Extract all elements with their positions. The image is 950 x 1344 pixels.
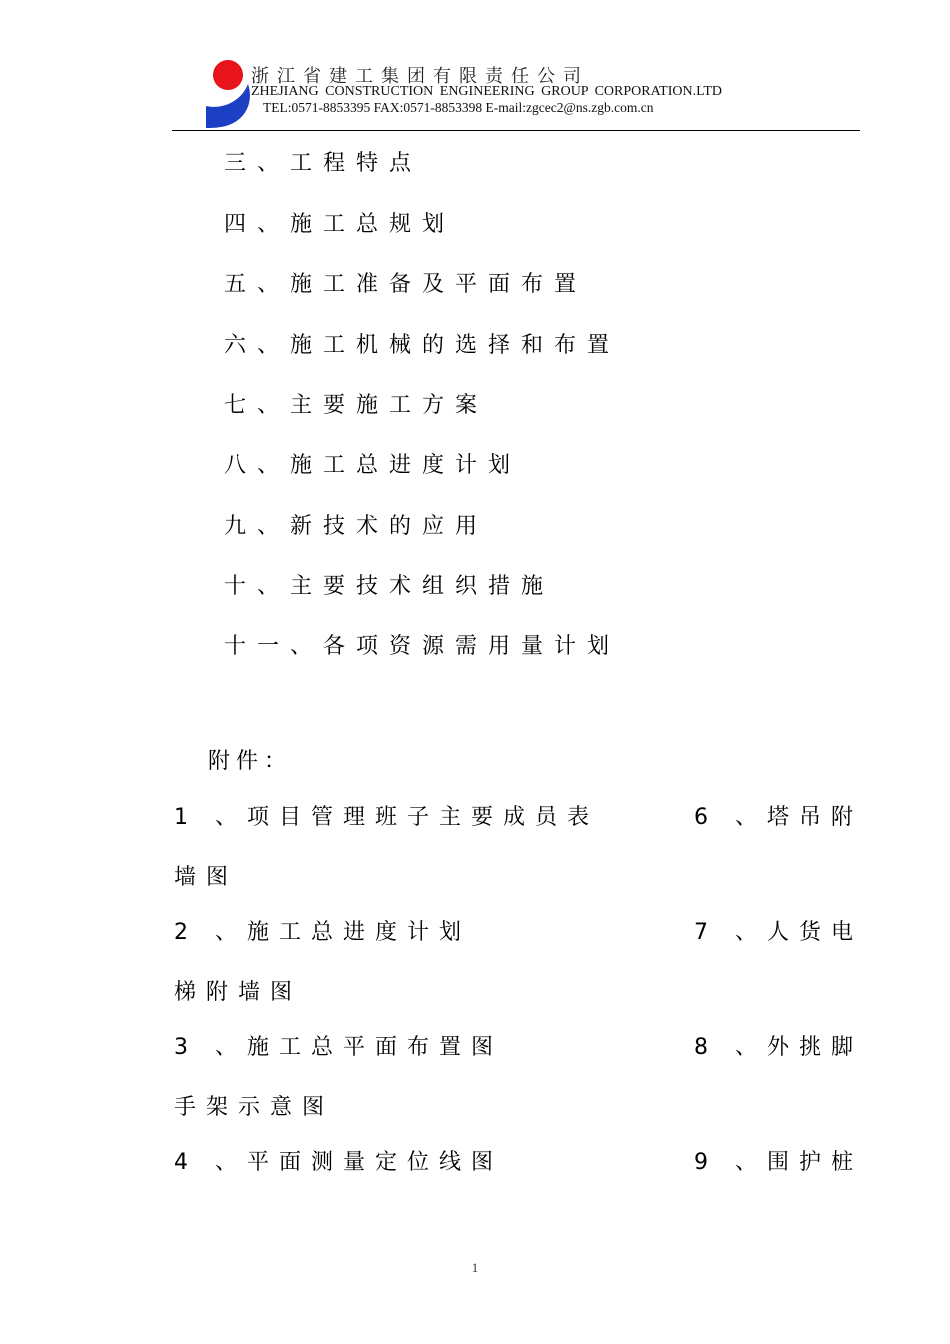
attachment-item: 4 、平面测量定位线图	[174, 1150, 503, 1175]
logo-red-circle	[213, 60, 243, 90]
toc-item: 六、施工机械的选择和布置	[224, 333, 621, 358]
toc-item: 八、施工总进度计划	[224, 453, 522, 478]
toc-item: 三、工程特点	[224, 151, 423, 176]
toc-item: 五、施工准备及平面布置	[224, 272, 588, 297]
attachment-item: 1 、项目管理班子主要成员表	[174, 805, 599, 830]
company-name-cn: 浙江省建工集团有限责任公司	[251, 66, 589, 87]
header-divider	[172, 130, 860, 131]
company-logo-icon	[204, 58, 254, 130]
logo-blue-swoosh	[206, 84, 250, 128]
toc-item: 四、施工总规划	[224, 212, 456, 237]
toc-item: 九、新技术的应用	[224, 514, 489, 539]
attachment-item: 2 、施工总进度计划	[174, 920, 471, 945]
attachment-item-continuation: 墙图	[174, 865, 239, 890]
attachment-item: 6 、塔吊附	[694, 805, 863, 830]
attachment-item: 7 、人货电	[694, 920, 863, 945]
page-number: 1	[471, 1260, 479, 1275]
attachment-item-continuation: 梯附墙图	[174, 980, 303, 1005]
toc-item: 七、主要施工方案	[224, 393, 489, 418]
attachment-item-continuation: 手架示意图	[174, 1095, 335, 1120]
toc-item: 十一、各项资源需用量计划	[224, 634, 621, 659]
attachment-item: 9 、围护桩	[694, 1150, 863, 1175]
attachment-item: 8 、外挑脚	[694, 1035, 863, 1060]
toc-item: 十、主要技术组织措施	[224, 574, 555, 599]
company-name-en: ZHEJIANG CONSTRUCTION ENGINEERING GROUP CORPORATION.LTD	[251, 84, 723, 99]
letterhead	[0, 0, 950, 140]
company-contact: TEL:0571-8853395 FAX:0571-8853398 E-mail:zgcec2@ns.zgb.com.cn	[263, 100, 654, 115]
attachment-item: 3 、施工总平面布置图	[174, 1035, 503, 1060]
appendix-title: 附件：	[208, 749, 293, 774]
